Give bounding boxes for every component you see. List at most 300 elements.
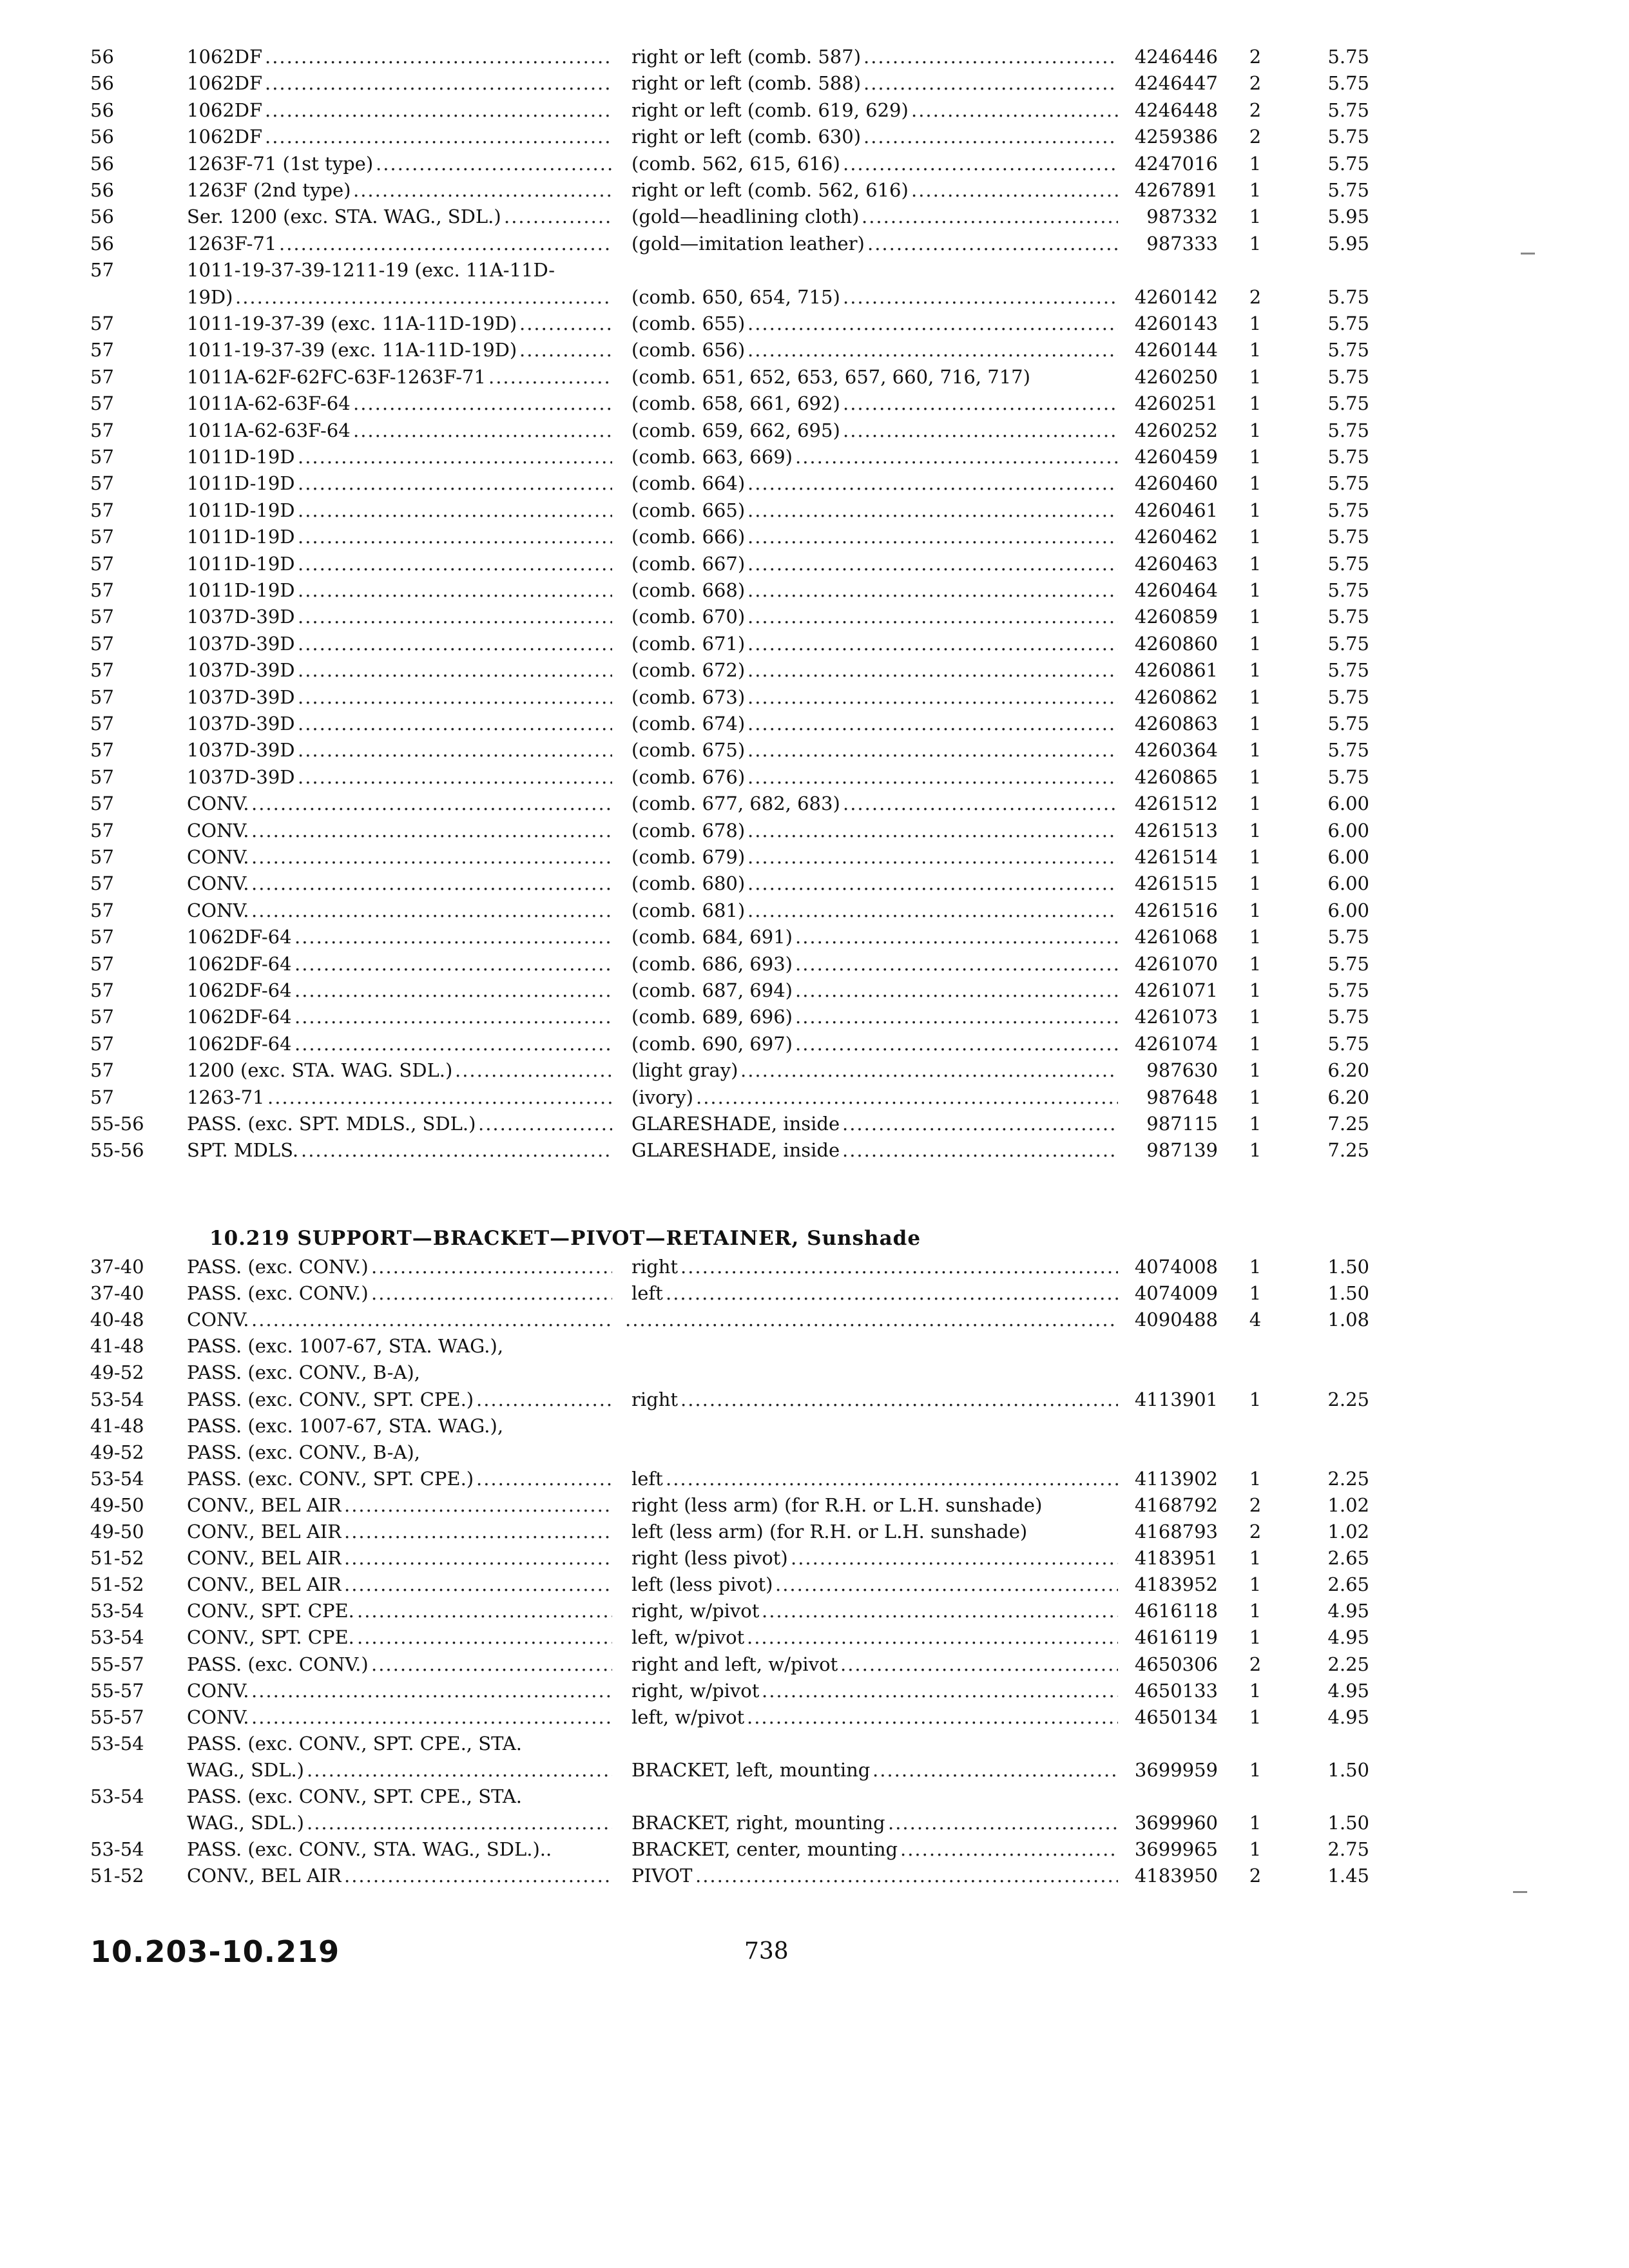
leader-dots	[747, 1704, 1118, 1730]
part-number-cell: 4650134	[1134, 1706, 1218, 1728]
quantity-cell: 2	[1249, 1653, 1262, 1675]
part-number-cell: 4267891	[1134, 179, 1218, 201]
part-description-cell: (comb. 675)	[631, 739, 746, 762]
price-cell: 5.75	[1327, 179, 1369, 201]
year-cell: 56	[90, 232, 114, 255]
quantity-cell: 1	[1249, 1547, 1262, 1570]
quantity-cell: 1	[1249, 765, 1262, 788]
leader-dots	[795, 924, 1118, 950]
part-description-cell: BRACKET, left, mounting	[631, 1758, 871, 1781]
leader-dots	[267, 1084, 612, 1110]
part-description-cell: (comb. 687, 694)	[631, 979, 793, 1001]
year-cell: 57	[90, 392, 114, 415]
part-description-cell: right and left, w/pivot	[631, 1653, 838, 1675]
model-applicability-cell: PASS. (exc. CONV.)	[187, 1256, 369, 1278]
leader-dots	[298, 524, 612, 550]
table-row	[0, 1360, 1629, 1385]
year-cell: 37-40	[90, 1282, 144, 1305]
part-description-cell: (comb. 650, 654, 715)	[631, 285, 840, 308]
quantity-cell: 1	[1249, 979, 1262, 1001]
part-description-cell: left (less pivot)	[631, 1573, 773, 1596]
year-cell: 37-40	[90, 1256, 144, 1278]
part-number-cell: 987115	[1146, 1113, 1218, 1135]
model-applicability-cell: 1263-71	[187, 1086, 265, 1108]
leader-dots	[298, 684, 612, 710]
quantity-cell: 1	[1249, 1006, 1262, 1028]
part-description-cell: (comb. 562, 615, 616)	[631, 152, 840, 175]
table-row	[0, 898, 1629, 923]
leader-dots	[747, 337, 1118, 363]
model-applicability-cell: PASS. (exc. CONV., B-A),	[187, 1361, 420, 1384]
price-cell: 5.75	[1327, 152, 1369, 175]
part-description-cell: (comb. 679)	[631, 846, 746, 868]
price-cell: 5.75	[1327, 632, 1369, 655]
part-description-cell: (comb. 656)	[631, 339, 746, 361]
leader-dots	[298, 497, 612, 523]
section-heading: 10.219 SUPPORT—BRACKET—PIVOT—RETAINER, Sunshade	[209, 1227, 921, 1250]
year-cell: 57	[90, 419, 114, 441]
table-row	[0, 1057, 1629, 1083]
model-applicability-cell: CONV.	[187, 819, 249, 841]
model-applicability-cell: 1037D-39D	[187, 606, 295, 628]
part-description-cell: (comb. 651, 652, 653, 657, 660, 716, 717)	[631, 365, 1030, 388]
leader-dots	[251, 844, 612, 870]
price-cell: 5.75	[1327, 713, 1369, 735]
part-number-cell: 4183952	[1134, 1573, 1218, 1596]
part-description-cell: right or left (comb. 619, 629)	[631, 99, 909, 121]
leader-dots	[298, 551, 612, 577]
model-applicability-cell: 1011-19-37-39 (exc. 11A-11D-19D)	[187, 339, 517, 361]
year-cell: 57	[90, 872, 114, 895]
model-applicability-cell: 1263F (2nd type)	[187, 179, 351, 201]
table-row	[0, 151, 1629, 177]
leader-dots	[695, 1863, 1118, 1888]
price-cell: 5.75	[1327, 46, 1369, 68]
part-description-cell: right	[631, 1388, 679, 1410]
quantity-cell: 1	[1249, 1256, 1262, 1278]
part-number-cell: 4650306	[1134, 1653, 1218, 1675]
leader-dots	[476, 1466, 612, 1492]
price-cell: 7.25	[1327, 1139, 1369, 1162]
leader-dots	[747, 657, 1118, 683]
part-number-cell: 4260463	[1134, 552, 1218, 575]
leader-dots	[888, 1810, 1118, 1836]
quantity-cell: 1	[1249, 1388, 1262, 1410]
leader-dots	[666, 1466, 1118, 1492]
model-applicability-cell: CONV.	[187, 846, 249, 868]
leader-dots	[344, 1545, 612, 1571]
price-cell: 5.75	[1327, 606, 1369, 628]
part-description-cell: PIVOT	[631, 1865, 693, 1887]
table-row	[0, 657, 1629, 683]
part-number-cell: 4259386	[1134, 126, 1218, 148]
table-row	[0, 311, 1629, 336]
leader-dots	[680, 1254, 1118, 1280]
model-applicability-cell: CONV.	[187, 899, 249, 921]
leader-dots	[298, 737, 612, 763]
price-cell: 4.95	[1327, 1679, 1369, 1702]
quantity-cell: 1	[1249, 419, 1262, 441]
leader-dots	[519, 337, 612, 363]
part-number-cell: 4246446	[1134, 46, 1218, 68]
leader-dots	[353, 390, 612, 416]
part-description-cell: right or left (comb. 588)	[631, 72, 862, 95]
table-row	[0, 791, 1629, 816]
quantity-cell: 1	[1249, 365, 1262, 388]
part-number-cell: 3699960	[1134, 1812, 1218, 1834]
part-number-cell: 3699959	[1134, 1758, 1218, 1781]
quantity-cell: 1	[1249, 899, 1262, 921]
leader-dots	[747, 551, 1118, 577]
model-applicability-cell: 1062DF-64	[187, 979, 292, 1001]
part-number-cell: 4261516	[1134, 899, 1218, 921]
model-applicability-cell: 1011D-19D	[187, 579, 295, 601]
part-number-cell: 4090488	[1134, 1309, 1218, 1331]
quantity-cell: 1	[1249, 579, 1262, 601]
year-cell: 56	[90, 99, 114, 121]
price-cell: 5.75	[1327, 1006, 1369, 1028]
part-number-cell: 4260461	[1134, 499, 1218, 521]
year-cell: 57	[90, 765, 114, 788]
leader-dots	[863, 70, 1118, 96]
table-row	[0, 1519, 1629, 1544]
model-applicability-cell: PASS. (exc. CONV., SPT. CPE., STA.	[187, 1732, 523, 1754]
model-applicability-cell: CONV., BEL AIR	[187, 1521, 342, 1542]
leader-dots	[795, 951, 1118, 977]
table-row	[0, 951, 1629, 977]
leader-dots	[843, 151, 1118, 177]
price-cell: 5.75	[1327, 1032, 1369, 1055]
quantity-cell: 2	[1249, 126, 1262, 148]
model-applicability-cell: 1062DF	[187, 126, 263, 148]
quantity-cell: 1	[1249, 739, 1262, 762]
leader-dots	[279, 231, 612, 256]
leader-dots	[747, 604, 1118, 629]
quantity-cell: 1	[1249, 526, 1262, 548]
table-row	[0, 684, 1629, 710]
quantity-cell: 1	[1249, 1113, 1262, 1135]
year-cell: 53-54	[90, 1785, 144, 1807]
year-cell: 57	[90, 979, 114, 1001]
part-number-cell: 4260364	[1134, 739, 1218, 762]
leader-dots	[696, 1084, 1118, 1110]
leader-dots	[294, 977, 612, 1003]
model-applicability-cell: 1011D-19D	[187, 552, 295, 575]
quantity-cell: 1	[1249, 1758, 1262, 1781]
quantity-cell: 1	[1249, 1838, 1262, 1861]
part-number-cell: 4247016	[1134, 152, 1218, 175]
model-applicability-cell: WAG., SDL.)	[187, 1812, 305, 1834]
leader-dots	[298, 631, 612, 657]
model-applicability-cell: PASS. (exc. SPT. MDLS., SDL.)	[187, 1113, 476, 1135]
year-cell: 57	[90, 632, 114, 655]
leader-dots	[294, 924, 612, 950]
quantity-cell: 2	[1249, 1521, 1262, 1542]
quantity-cell: 1	[1249, 659, 1262, 682]
quantity-cell: 1	[1249, 1706, 1262, 1728]
table-row	[0, 551, 1629, 577]
quantity-cell: 1	[1249, 472, 1262, 495]
year-cell: 53-54	[90, 1732, 144, 1754]
leader-dots	[911, 97, 1118, 123]
leader-dots	[843, 284, 1118, 310]
part-description-cell: (comb. 663, 669)	[631, 446, 793, 468]
price-cell: 5.75	[1327, 72, 1369, 95]
price-cell: 5.75	[1327, 365, 1369, 388]
table-row	[0, 1492, 1629, 1518]
table-row	[0, 1863, 1629, 1888]
year-cell: 57	[90, 259, 114, 282]
part-number-cell: 3699965	[1134, 1838, 1218, 1861]
part-description-cell: right (less pivot)	[631, 1547, 788, 1570]
table-row	[0, 1783, 1629, 1809]
part-number-cell: 4261071	[1134, 979, 1218, 1001]
quantity-cell: 4	[1249, 1309, 1262, 1331]
leader-dots	[747, 631, 1118, 657]
leader-dots	[307, 1757, 612, 1783]
part-description-cell: (comb. 674)	[631, 713, 746, 735]
model-applicability-cell: 1062DF-64	[187, 952, 292, 975]
model-applicability-cell: PASS. (exc. CONV., B-A),	[187, 1441, 420, 1463]
leader-dots	[455, 1057, 612, 1083]
quantity-cell: 1	[1249, 1626, 1262, 1649]
price-cell: 5.75	[1327, 526, 1369, 548]
price-cell: 1.50	[1327, 1282, 1369, 1305]
leader-dots	[298, 711, 612, 736]
leader-dots	[476, 1387, 612, 1412]
year-cell: 57	[90, 686, 114, 708]
part-number-cell: 4260863	[1134, 713, 1218, 735]
year-cell: 53-54	[90, 1600, 144, 1622]
quantity-cell: 1	[1249, 552, 1262, 575]
part-description-cell: (light gray)	[631, 1059, 738, 1082]
year-cell: 57	[90, 606, 114, 628]
part-number-cell: 987332	[1146, 206, 1218, 228]
part-description-cell: right or left (comb. 587)	[631, 46, 862, 68]
model-applicability-cell: 1011A-62F-62FC-63F-1263F-71	[187, 365, 486, 388]
table-row	[0, 577, 1629, 603]
quantity-cell: 1	[1249, 926, 1262, 948]
table-row	[0, 1624, 1629, 1650]
table-row	[0, 70, 1629, 96]
price-cell: 5.75	[1327, 686, 1369, 708]
table-row	[0, 97, 1629, 123]
leader-dots	[294, 951, 612, 977]
price-cell: 1.02	[1327, 1494, 1369, 1516]
year-cell: 57	[90, 526, 114, 548]
model-applicability-cell: 1200 (exc. STA. WAG. SDL.)	[187, 1059, 453, 1082]
year-cell: 49-50	[90, 1494, 144, 1516]
model-applicability-cell: 1037D-39D	[187, 713, 295, 735]
part-number-cell: 4260462	[1134, 526, 1218, 548]
price-cell: 5.75	[1327, 926, 1369, 948]
leader-dots	[371, 1280, 612, 1306]
leader-dots	[251, 1678, 612, 1704]
part-number-cell: 4261513	[1134, 819, 1218, 841]
leader-dots	[294, 1004, 612, 1030]
year-cell: 57	[90, 899, 114, 921]
price-cell: 5.95	[1327, 232, 1369, 255]
price-cell: 5.75	[1327, 739, 1369, 762]
part-description-cell: (comb. 665)	[631, 499, 746, 521]
part-number-cell: 4183950	[1134, 1865, 1218, 1887]
leader-dots	[294, 1031, 612, 1057]
part-description-cell: (comb. 681)	[631, 899, 746, 921]
year-cell: 57	[90, 1086, 114, 1108]
part-number-cell: 4260865	[1134, 765, 1218, 788]
model-applicability-cell: 1011D-19D	[187, 446, 295, 468]
part-description-cell: (comb. 686, 693)	[631, 952, 793, 975]
year-cell: 49-52	[90, 1441, 144, 1463]
part-number-cell: 987139	[1146, 1139, 1218, 1162]
quantity-cell: 1	[1249, 952, 1262, 975]
model-applicability-cell: 1037D-39D	[187, 765, 295, 788]
year-cell: 56	[90, 46, 114, 68]
part-description-cell: (comb. 670)	[631, 606, 746, 628]
part-number-cell: 4074008	[1134, 1256, 1218, 1278]
quantity-cell: 2	[1249, 1494, 1262, 1516]
model-applicability-cell: 1037D-39D	[187, 632, 295, 655]
part-number-cell: 4261514	[1134, 846, 1218, 868]
table-row	[0, 390, 1629, 416]
year-cell: 57	[90, 819, 114, 841]
part-description-cell: left	[631, 1467, 663, 1490]
price-cell: 1.02	[1327, 1521, 1369, 1542]
leader-dots	[298, 444, 612, 470]
price-cell: 5.75	[1327, 499, 1369, 521]
year-cell: 57	[90, 1006, 114, 1028]
year-cell: 53-54	[90, 1388, 144, 1410]
part-description-cell: (comb. 655)	[631, 312, 746, 334]
part-number-cell: 4616118	[1134, 1600, 1218, 1622]
model-applicability-cell: CONV., BEL AIR	[187, 1865, 342, 1887]
model-applicability-cell: 1263F-71	[187, 232, 277, 255]
quantity-cell: 2	[1249, 285, 1262, 308]
price-cell: 5.75	[1327, 765, 1369, 788]
table-row	[0, 870, 1629, 896]
table-row	[0, 497, 1629, 523]
quantity-cell: 1	[1249, 1467, 1262, 1490]
year-cell: 56	[90, 179, 114, 201]
table-row	[0, 1545, 1629, 1571]
leader-dots	[747, 577, 1118, 603]
part-number-cell: 4113901	[1134, 1388, 1218, 1410]
model-applicability-cell: Ser. 1200 (exc. STA. WAG., SDL.)	[187, 206, 501, 228]
quantity-cell: 1	[1249, 1139, 1262, 1162]
year-cell: 57	[90, 312, 114, 334]
quantity-cell: 1	[1249, 846, 1262, 868]
table-row	[0, 1254, 1629, 1280]
leader-dots	[795, 444, 1118, 470]
leader-dots	[747, 711, 1118, 736]
model-applicability-cell: 1062DF-64	[187, 1032, 292, 1055]
model-applicability-cell: CONV.	[187, 1679, 249, 1702]
quantity-cell: 1	[1249, 632, 1262, 655]
table-row	[0, 1651, 1629, 1677]
part-description-cell: (comb. 658, 661, 692)	[631, 392, 840, 415]
year-cell: 56	[90, 152, 114, 175]
model-applicability-cell: 1263F-71 (1st type)	[187, 152, 374, 175]
leader-dots	[740, 1057, 1118, 1083]
price-cell: 5.75	[1327, 446, 1369, 468]
quantity-cell: 1	[1249, 1282, 1262, 1305]
table-row	[0, 1413, 1629, 1439]
model-applicability-cell: 1011A-62-63F-64	[187, 419, 351, 441]
price-cell: 4.95	[1327, 1600, 1369, 1622]
year-cell: 57	[90, 446, 114, 468]
leader-dots	[843, 390, 1118, 416]
year-cell: 57	[90, 952, 114, 975]
table-row	[0, 977, 1629, 1003]
price-cell: 6.00	[1327, 819, 1369, 841]
part-number-cell: 4260464	[1134, 579, 1218, 601]
model-applicability-cell: 1062DF	[187, 46, 263, 68]
table-row	[0, 1280, 1629, 1306]
leader-dots	[298, 604, 612, 629]
part-description-cell: left, w/pivot	[631, 1706, 745, 1728]
part-number-cell: 4260861	[1134, 659, 1218, 682]
year-cell: 53-54	[90, 1467, 144, 1490]
model-applicability-cell: CONV., SPT. CPE.	[187, 1626, 354, 1649]
part-number-cell: 4261515	[1134, 872, 1218, 895]
footer-section-range: 10.203-10.219	[90, 1934, 340, 1969]
year-cell: 55-57	[90, 1653, 144, 1675]
price-cell: 5.75	[1327, 659, 1369, 682]
part-description-cell: right or left (comb. 630)	[631, 126, 862, 148]
part-number-cell: 987648	[1146, 1086, 1218, 1108]
price-cell: 5.75	[1327, 419, 1369, 441]
scan-mark	[1521, 253, 1535, 255]
year-cell: 51-52	[90, 1573, 144, 1596]
table-row	[0, 1571, 1629, 1597]
part-number-cell: 4246448	[1134, 99, 1218, 121]
model-applicability-cell: 1011-19-37-39 (exc. 11A-11D-19D)	[187, 312, 517, 334]
leader-dots	[298, 764, 612, 790]
price-cell: 5.75	[1327, 312, 1369, 334]
part-number-cell: 4260144	[1134, 339, 1218, 361]
quantity-cell: 2	[1249, 1865, 1262, 1887]
leader-dots	[747, 684, 1118, 710]
table-row	[0, 337, 1629, 363]
table-row	[0, 711, 1629, 736]
price-cell: 2.65	[1327, 1573, 1369, 1596]
part-description-cell: GLARESHADE, inside	[631, 1139, 840, 1162]
table-row	[0, 1810, 1629, 1836]
leader-dots	[251, 818, 612, 843]
leader-dots	[357, 1624, 612, 1650]
leader-dots	[251, 1704, 612, 1730]
table-row	[0, 1439, 1629, 1465]
part-description-cell: (comb. 684, 691)	[631, 926, 793, 948]
leader-dots	[298, 657, 612, 683]
model-applicability-cell: 1011D-19D	[187, 499, 295, 521]
leader-dots	[265, 70, 612, 96]
table-row	[0, 1598, 1629, 1624]
model-applicability-cell: 1062DF	[187, 99, 263, 121]
leader-dots	[298, 577, 612, 603]
part-description-cell: (comb. 664)	[631, 472, 746, 495]
leader-dots	[625, 1307, 1118, 1332]
quantity-cell: 1	[1249, 152, 1262, 175]
leader-dots	[863, 124, 1118, 149]
price-cell: 2.75	[1327, 1838, 1369, 1861]
quantity-cell: 1	[1249, 1059, 1262, 1082]
price-cell: 1.50	[1327, 1758, 1369, 1781]
price-cell: 2.25	[1327, 1467, 1369, 1490]
price-cell: 6.20	[1327, 1059, 1369, 1082]
part-description-cell: (comb. 666)	[631, 526, 746, 548]
table-row	[0, 1031, 1629, 1057]
